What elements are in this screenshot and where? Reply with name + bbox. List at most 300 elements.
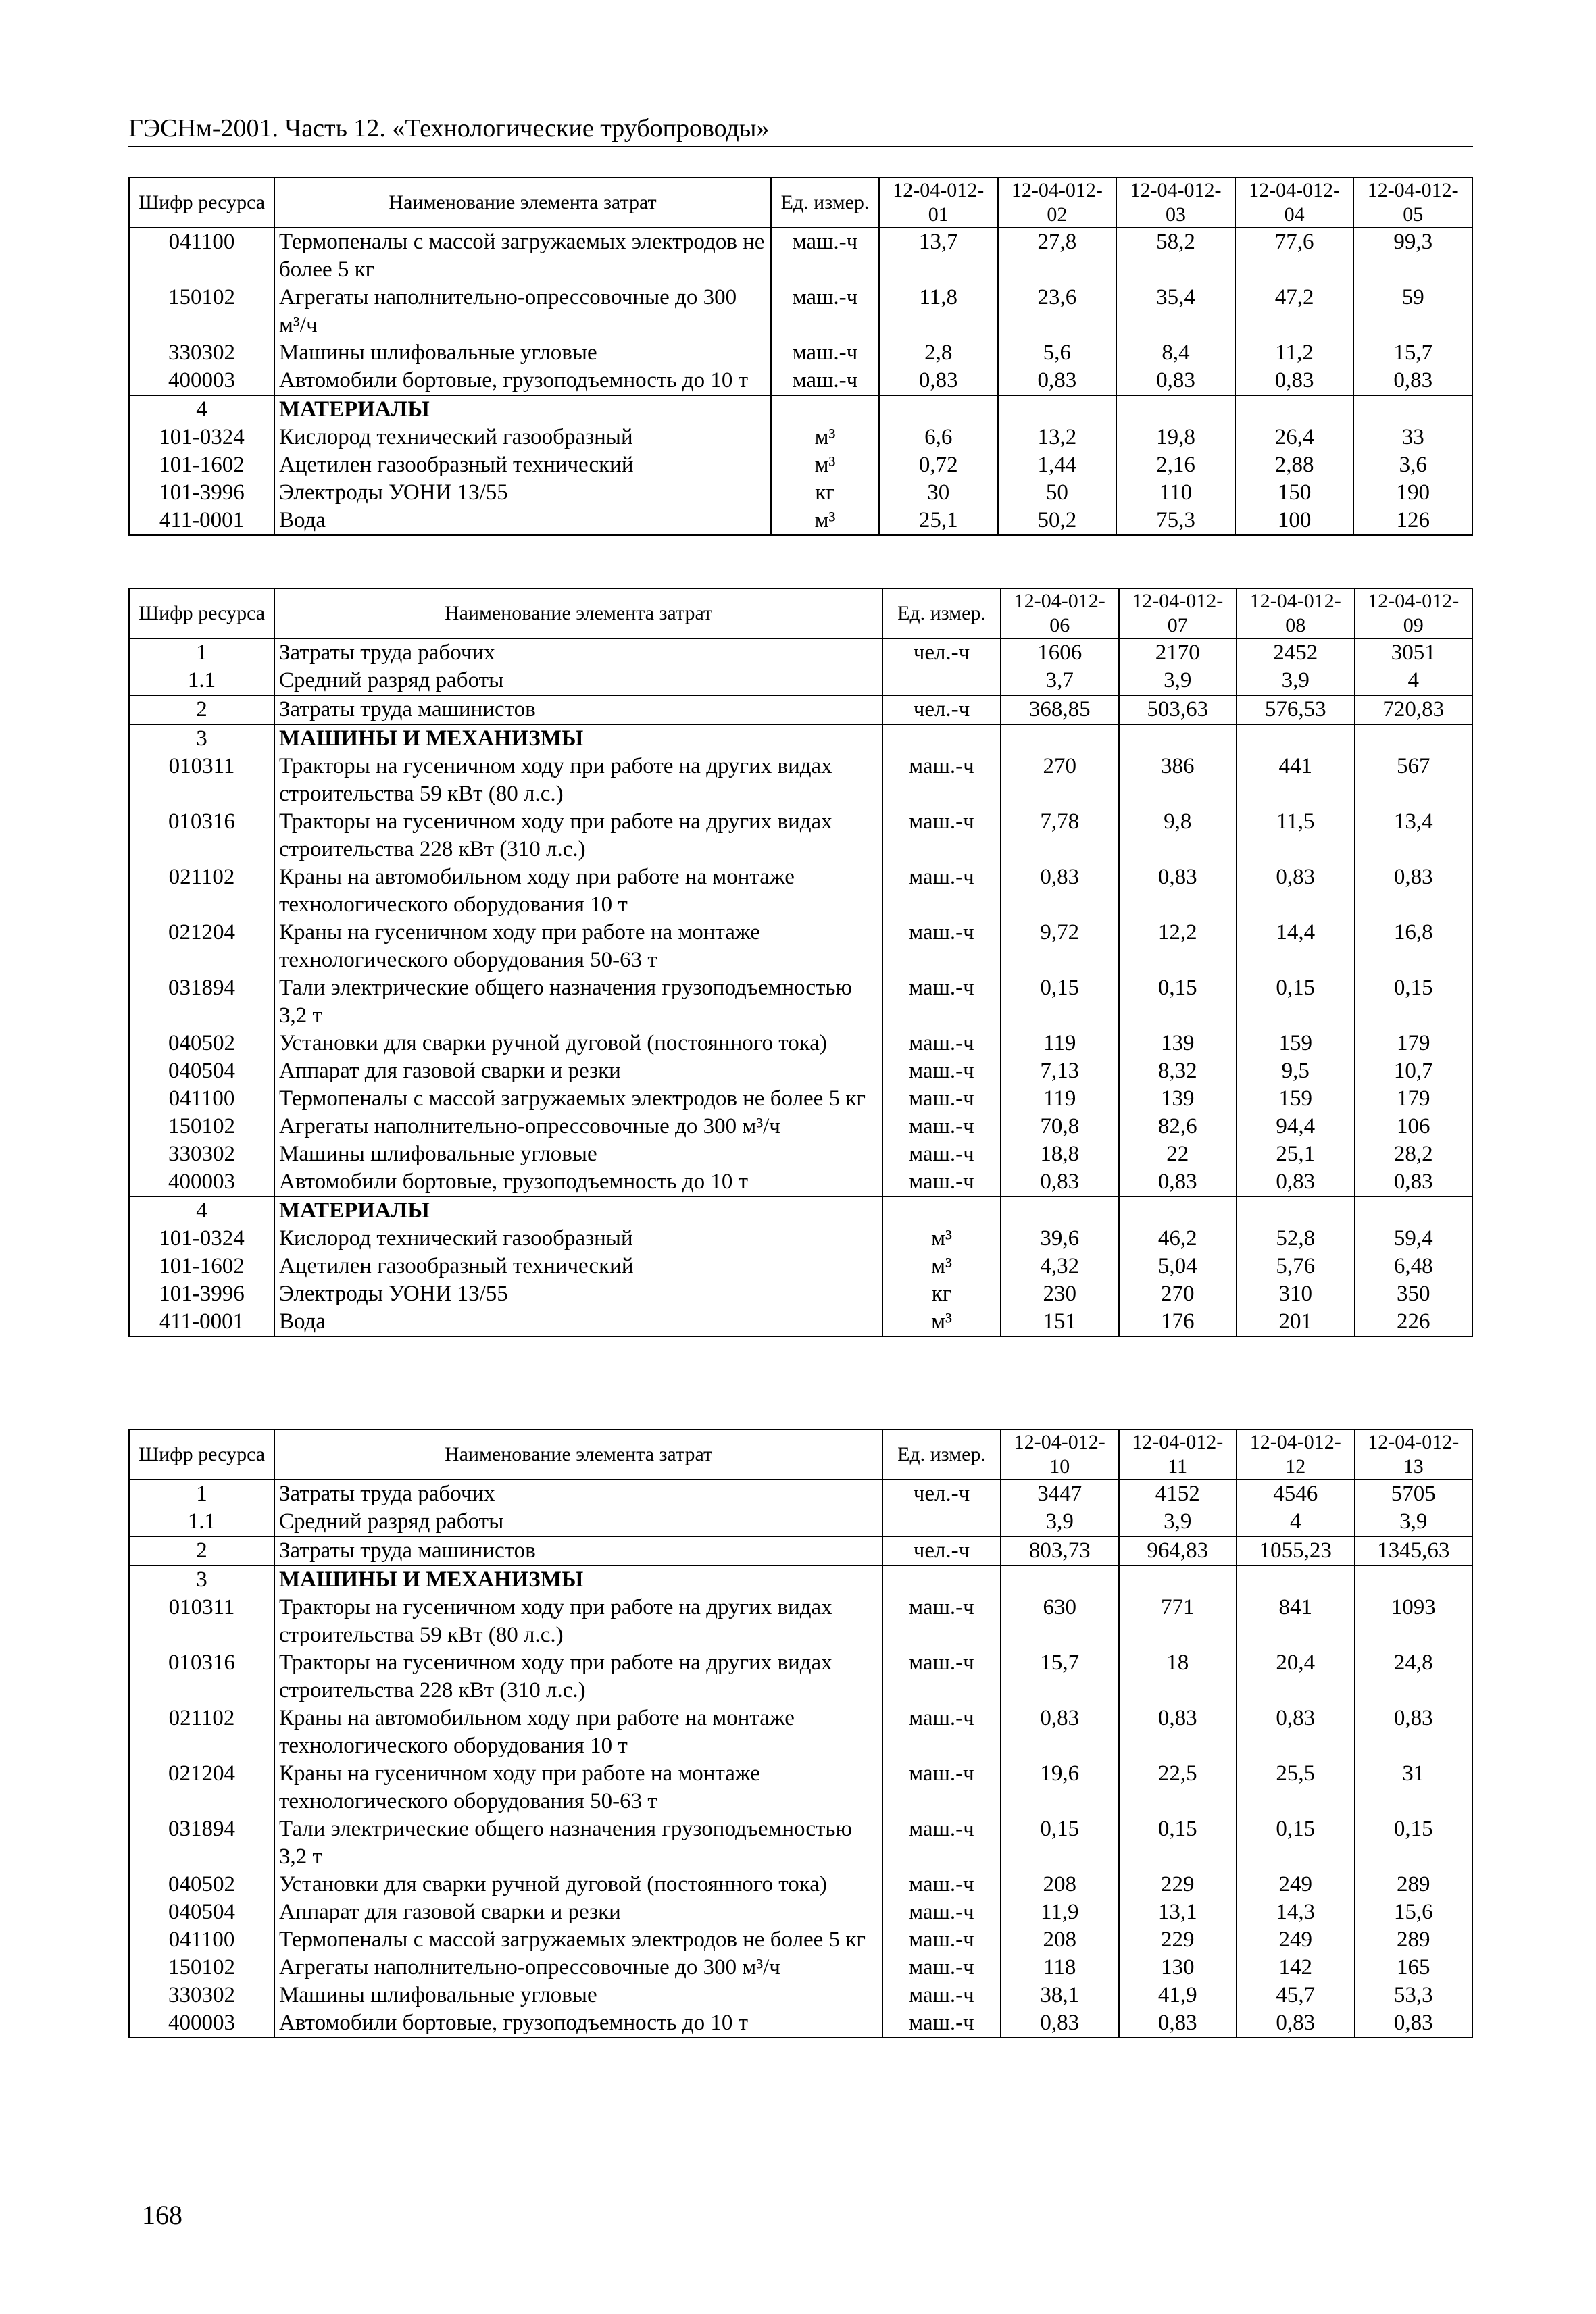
resource-code: 1: [129, 638, 274, 667]
resource-name: Краны на автомобильном ходу при работе на монтаже технологического оборудования 10 т: [274, 1705, 882, 1760]
resource-name: Кислород технический газообразный: [274, 1225, 882, 1253]
resource-value: 1606: [1001, 638, 1119, 667]
resource-unit: кг: [771, 479, 879, 507]
resource-value: 159: [1237, 1085, 1355, 1113]
table-row: [129, 479, 1472, 507]
resource-value: 11,2: [1235, 339, 1354, 367]
resource-name: Аппарат для газовой сварки и резки: [274, 1057, 882, 1085]
resource-name: Ацетилен газообразный технический: [274, 1253, 882, 1280]
resource-value: 14,3: [1237, 1898, 1355, 1926]
resource-value: 0,15: [1355, 974, 1473, 1030]
header-norm-code: 12-04-012-09: [1355, 588, 1473, 638]
resource-value: 0,83: [1001, 2009, 1119, 2038]
resource-value: 0,15: [1119, 974, 1237, 1030]
resource-value: 75,3: [1116, 507, 1235, 535]
resource-unit: маш.-ч: [771, 339, 879, 367]
resource-value: 3051: [1355, 638, 1473, 667]
header-norm-code: 12-04-012-05: [1353, 178, 1472, 228]
resource-value: 6,48: [1355, 1253, 1473, 1280]
resource-value: 25,1: [879, 507, 998, 535]
resource-value: 0,83: [1235, 367, 1354, 395]
resource-value: 82,6: [1119, 1113, 1237, 1140]
resource-name: Затраты труда машинистов: [274, 695, 882, 724]
resource-code: 1.1: [129, 667, 274, 695]
resource-code: 021204: [129, 919, 274, 974]
resource-unit: маш.-ч: [882, 1982, 1001, 2009]
resource-value: 1055,23: [1237, 1536, 1355, 1565]
resource-value: 3,9: [1119, 667, 1237, 695]
resource-value: [1237, 1565, 1355, 1594]
resource-unit: маш.-ч: [882, 974, 1001, 1030]
header-norm-code: 12-04-012-11: [1119, 1430, 1237, 1480]
resource-code: 330302: [129, 339, 274, 367]
resource-value: 53,3: [1355, 1982, 1473, 2009]
resource-unit: [882, 1508, 1001, 1536]
table-row: [129, 367, 1472, 395]
resource-value: 28,2: [1355, 1140, 1473, 1168]
resource-value: 4: [1355, 667, 1473, 695]
header-code: Шифр ресурса: [129, 588, 274, 638]
table-row: [129, 395, 1472, 424]
resource-value: 771: [1119, 1594, 1237, 1649]
resource-value: 270: [1001, 753, 1119, 808]
resource-code: 101-1602: [129, 1253, 274, 1280]
resource-value: 23,6: [998, 284, 1117, 339]
header-norm-code: 12-04-012-01: [879, 178, 998, 228]
resource-value: 208: [1001, 1871, 1119, 1898]
resource-value: 841: [1237, 1594, 1355, 1649]
resource-code: 330302: [129, 1982, 274, 2009]
resource-value: 249: [1237, 1871, 1355, 1898]
resource-value: 11,8: [879, 284, 998, 339]
resource-value: 3,9: [1119, 1508, 1237, 1536]
resource-code: 101-0324: [129, 424, 274, 451]
resource-value: 20,4: [1237, 1649, 1355, 1705]
resource-value: 16,8: [1355, 919, 1473, 974]
resource-code: 040504: [129, 1898, 274, 1926]
table-row: [129, 1565, 1472, 1594]
resource-value: 27,8: [998, 228, 1117, 284]
resource-table-2: [128, 588, 1473, 1337]
resource-value: 270: [1119, 1280, 1237, 1308]
resource-unit: маш.-ч: [882, 1705, 1001, 1760]
resource-name: Термопеналы с массой загружаемых электродов не более 5 кг: [274, 1926, 882, 1954]
resource-name: Машины шлифовальные угловые: [274, 1982, 882, 2009]
resource-unit: м³: [771, 507, 879, 535]
resource-value: 229: [1119, 1926, 1237, 1954]
table-row: [129, 1871, 1472, 1898]
resource-value: 11,9: [1001, 1898, 1119, 1926]
resource-code: 101-1602: [129, 451, 274, 479]
header-norm-code: 12-04-012-02: [998, 178, 1117, 228]
resource-value: 630: [1001, 1594, 1119, 1649]
resource-value: 13,2: [998, 424, 1117, 451]
resource-value: 118: [1001, 1954, 1119, 1982]
resource-name: Краны на гусеничном ходу при работе на монтаже технологического оборудования 50-63 т: [274, 1760, 882, 1815]
resource-value: [1237, 1197, 1355, 1225]
resource-code: 150102: [129, 284, 274, 339]
resource-value: 10,7: [1355, 1057, 1473, 1085]
resource-value: 30: [879, 479, 998, 507]
resource-value: 289: [1355, 1926, 1473, 1954]
resource-code: 150102: [129, 1954, 274, 1982]
table-row: [129, 1480, 1472, 1508]
resource-value: 119: [1001, 1085, 1119, 1113]
resource-code: 101-3996: [129, 1280, 274, 1308]
resource-value: 208: [1001, 1926, 1119, 1954]
resource-value: 12,2: [1119, 919, 1237, 974]
resource-value: 18,8: [1001, 1140, 1119, 1168]
resource-value: 33: [1353, 424, 1472, 451]
resource-value: 15,7: [1001, 1649, 1119, 1705]
resource-code: 101-3996: [129, 479, 274, 507]
resource-value: 229: [1119, 1871, 1237, 1898]
table-row: [129, 1954, 1472, 1982]
resource-value: 41,9: [1119, 1982, 1237, 2009]
resource-value: 0,83: [998, 367, 1117, 395]
resource-code: 400003: [129, 1168, 274, 1197]
table-row: [129, 1253, 1472, 1280]
resource-unit: чел.-ч: [882, 1536, 1001, 1565]
table-row: [129, 1057, 1472, 1085]
table-row: [129, 638, 1472, 667]
resource-value: 576,53: [1237, 695, 1355, 724]
header-norm-code: 12-04-012-03: [1116, 178, 1235, 228]
resource-value: [1353, 395, 1472, 424]
table-row: [129, 1594, 1472, 1649]
table-row: [129, 1308, 1472, 1336]
resource-value: 99,3: [1353, 228, 1472, 284]
resource-value: [1119, 724, 1237, 753]
resource-value: 4546: [1237, 1480, 1355, 1508]
resource-code: 2: [129, 695, 274, 724]
resource-code: 041100: [129, 1085, 274, 1113]
resource-value: [1116, 395, 1235, 424]
resource-value: 176: [1119, 1308, 1237, 1336]
resource-value: 0,83: [1116, 367, 1235, 395]
resource-value: 14,4: [1237, 919, 1355, 974]
header-norm-code: 12-04-012-04: [1235, 178, 1354, 228]
resource-value: 47,2: [1235, 284, 1354, 339]
resource-value: 190: [1353, 479, 1472, 507]
resource-code: 1.1: [129, 1508, 274, 1536]
resource-name: Автомобили бортовые, грузоподъемность до 10 т: [274, 2009, 882, 2038]
resource-unit: маш.-ч: [882, 1871, 1001, 1898]
resource-code: 031894: [129, 1815, 274, 1871]
resource-value: 77,6: [1235, 228, 1354, 284]
resource-value: 8,4: [1116, 339, 1235, 367]
resource-value: 25,5: [1237, 1760, 1355, 1815]
resource-value: 151: [1001, 1308, 1119, 1336]
resource-code: 041100: [129, 1926, 274, 1954]
resource-unit: [882, 724, 1001, 753]
table-row: [129, 1898, 1472, 1926]
resource-value: 310: [1237, 1280, 1355, 1308]
table-row: [129, 753, 1472, 808]
resource-name: Средний разряд работы: [274, 667, 882, 695]
resource-code: 330302: [129, 1140, 274, 1168]
resource-value: 142: [1237, 1954, 1355, 1982]
resource-unit: маш.-ч: [882, 1594, 1001, 1649]
resource-unit: чел.-ч: [882, 695, 1001, 724]
resource-value: [1001, 724, 1119, 753]
resource-name: Тали электрические общего назначения грузоподъемностью 3,2 т: [274, 974, 882, 1030]
header-norm-code: 12-04-012-08: [1237, 588, 1355, 638]
table-row: [129, 863, 1472, 919]
resource-value: 11,5: [1237, 808, 1355, 863]
header-code: Шифр ресурса: [129, 178, 274, 228]
resource-value: 201: [1237, 1308, 1355, 1336]
resource-value: 165: [1355, 1954, 1473, 1982]
resource-value: 0,83: [1119, 2009, 1237, 2038]
resource-value: 0,83: [1119, 1705, 1237, 1760]
resource-code: 040504: [129, 1057, 274, 1085]
table-row: [129, 424, 1472, 451]
resource-value: [1119, 1565, 1237, 1594]
table-row: [129, 1982, 1472, 2009]
resource-table-1: [128, 177, 1473, 536]
table-row: [129, 1030, 1472, 1057]
resource-value: 22: [1119, 1140, 1237, 1168]
resource-value: 567: [1355, 753, 1473, 808]
resource-code: 4: [129, 395, 274, 424]
resource-name: Затраты труда рабочих: [274, 1480, 882, 1508]
resource-value: 720,83: [1355, 695, 1473, 724]
resource-unit: м³: [771, 451, 879, 479]
resource-value: 0,83: [1237, 1705, 1355, 1760]
resource-value: 45,7: [1237, 1982, 1355, 2009]
resource-value: 106: [1355, 1113, 1473, 1140]
resource-value: [1355, 724, 1473, 753]
resource-value: 126: [1353, 507, 1472, 535]
resource-value: 13,4: [1355, 808, 1473, 863]
resource-code: 040502: [129, 1030, 274, 1057]
resource-name: МАТЕРИАЛЫ: [274, 395, 771, 424]
resource-unit: м³: [771, 424, 879, 451]
resource-value: 2170: [1119, 638, 1237, 667]
table-row: [129, 1140, 1472, 1168]
resource-unit: маш.-ч: [882, 919, 1001, 974]
resource-code: 400003: [129, 2009, 274, 2038]
resource-value: 18: [1119, 1649, 1237, 1705]
table-row: [129, 1649, 1472, 1705]
resource-unit: маш.-ч: [882, 1140, 1001, 1168]
resource-table-3: [128, 1429, 1473, 2038]
resource-value: [1237, 724, 1355, 753]
resource-value: 19,8: [1116, 424, 1235, 451]
table-row: [129, 724, 1472, 753]
resource-value: 7,13: [1001, 1057, 1119, 1085]
resource-unit: маш.-ч: [882, 1760, 1001, 1815]
resource-name: Агрегаты наполнительно-опрессовочные до 300 м³/ч: [274, 284, 771, 339]
resource-code: 040502: [129, 1871, 274, 1898]
resource-value: 5705: [1355, 1480, 1473, 1508]
resource-value: 59: [1353, 284, 1472, 339]
page-header: ГЭСНм-2001. Часть 12. «Технологические трубопроводы»: [128, 114, 1473, 147]
resource-value: 26,4: [1235, 424, 1354, 451]
resource-unit: маш.-ч: [882, 1898, 1001, 1926]
resource-value: 13,1: [1119, 1898, 1237, 1926]
resource-code: 010316: [129, 808, 274, 863]
resource-value: 50: [998, 479, 1117, 507]
resource-value: 0,83: [1355, 1705, 1473, 1760]
resource-value: 0,83: [1237, 863, 1355, 919]
resource-value: 70,8: [1001, 1113, 1119, 1140]
resource-name: Вода: [274, 507, 771, 535]
resource-code: 3: [129, 1565, 274, 1594]
resource-name: Установки для сварки ручной дуговой (постоянного тока): [274, 1871, 882, 1898]
resource-value: 3,7: [1001, 667, 1119, 695]
resource-code: 400003: [129, 367, 274, 395]
resource-name: Кислород технический газообразный: [274, 424, 771, 451]
resource-unit: маш.-ч: [882, 1168, 1001, 1197]
resource-value: 179: [1355, 1030, 1473, 1057]
resource-value: 7,78: [1001, 808, 1119, 863]
resource-value: 15,6: [1355, 1898, 1473, 1926]
resource-name: МАШИНЫ И МЕХАНИЗМЫ: [274, 1565, 882, 1594]
resource-value: 9,72: [1001, 919, 1119, 974]
resource-value: 4: [1237, 1508, 1355, 1536]
resource-name: Термопеналы с массой загружаемых электродов не более 5 кг: [274, 228, 771, 284]
resource-name: Машины шлифовальные угловые: [274, 1140, 882, 1168]
resource-value: 0,15: [1355, 1815, 1473, 1871]
resource-value: [879, 395, 998, 424]
resource-value: 50,2: [998, 507, 1117, 535]
resource-code: 010311: [129, 1594, 274, 1649]
resource-code: 411-0001: [129, 1308, 274, 1336]
header-unit: Ед. измер.: [882, 1430, 1001, 1480]
resource-value: 2452: [1237, 638, 1355, 667]
resource-value: 5,6: [998, 339, 1117, 367]
resource-name: Тракторы на гусеничном ходу при работе на других видах строительства 59 кВт (80 л.с.): [274, 1594, 882, 1649]
resource-code: 2: [129, 1536, 274, 1565]
resource-value: 24,8: [1355, 1649, 1473, 1705]
resource-name: Электроды УОНИ 13/55: [274, 1280, 882, 1308]
resource-value: 5,04: [1119, 1253, 1237, 1280]
resource-value: 289: [1355, 1871, 1473, 1898]
resource-value: 22,5: [1119, 1760, 1237, 1815]
resource-name: Автомобили бортовые, грузоподъемность до 10 т: [274, 1168, 882, 1197]
table-row: [129, 1197, 1472, 1225]
resource-value: [1235, 395, 1354, 424]
resource-unit: [771, 395, 879, 424]
table-row: [129, 1760, 1472, 1815]
resource-value: 38,1: [1001, 1982, 1119, 2009]
resource-name: Тали электрические общего назначения грузоподъемностью 3,2 т: [274, 1815, 882, 1871]
header-unit: Ед. измер.: [882, 588, 1001, 638]
resource-name: МАТЕРИАЛЫ: [274, 1197, 882, 1225]
header-norm-code: 12-04-012-06: [1001, 588, 1119, 638]
resource-value: 15,7: [1353, 339, 1472, 367]
resource-value: 0,83: [879, 367, 998, 395]
table-row: [129, 1815, 1472, 1871]
resource-value: 230: [1001, 1280, 1119, 1308]
resource-value: 803,73: [1001, 1536, 1119, 1565]
resource-unit: маш.-ч: [882, 1926, 1001, 1954]
resource-value: 13,7: [879, 228, 998, 284]
resource-value: 0,72: [879, 451, 998, 479]
header-norm-code: 12-04-012-10: [1001, 1430, 1119, 1480]
header-name: Наименование элемента затрат: [274, 178, 771, 228]
header-name: Наименование элемента затрат: [274, 1430, 882, 1480]
resource-value: 100: [1235, 507, 1354, 535]
resource-value: [998, 395, 1117, 424]
resource-value: 6,6: [879, 424, 998, 451]
header-unit: Ед. измер.: [771, 178, 879, 228]
resource-unit: маш.-ч: [882, 1030, 1001, 1057]
resource-value: 1345,63: [1355, 1536, 1473, 1565]
resource-code: 041100: [129, 228, 274, 284]
resource-value: 2,16: [1116, 451, 1235, 479]
resource-unit: маш.-ч: [771, 228, 879, 284]
resource-value: 964,83: [1119, 1536, 1237, 1565]
resource-unit: маш.-ч: [882, 1815, 1001, 1871]
resource-value: 0,83: [1355, 863, 1473, 919]
resource-unit: маш.-ч: [882, 753, 1001, 808]
table-row: [129, 1168, 1472, 1197]
resource-value: 368,85: [1001, 695, 1119, 724]
resource-value: 25,1: [1237, 1140, 1355, 1168]
resource-value: 249: [1237, 1926, 1355, 1954]
resource-value: 0,15: [1237, 1815, 1355, 1871]
resource-value: 39,6: [1001, 1225, 1119, 1253]
resource-name: Средний разряд работы: [274, 1508, 882, 1536]
resource-unit: чел.-ч: [882, 1480, 1001, 1508]
resource-code: 021204: [129, 1760, 274, 1815]
resource-unit: маш.-ч: [882, 808, 1001, 863]
resource-value: 0,15: [1001, 1815, 1119, 1871]
header-norm-code: 12-04-012-12: [1237, 1430, 1355, 1480]
table-row: [129, 2009, 1472, 2038]
resource-value: 0,83: [1237, 1168, 1355, 1197]
resource-unit: маш.-ч: [882, 1057, 1001, 1085]
resource-value: 8,32: [1119, 1057, 1237, 1085]
resource-value: 119: [1001, 1030, 1119, 1057]
table-row: [129, 1113, 1472, 1140]
resource-unit: м³: [882, 1225, 1001, 1253]
header-norm-code: 12-04-012-13: [1355, 1430, 1473, 1480]
resource-name: Агрегаты наполнительно-опрессовочные до 300 м³/ч: [274, 1113, 882, 1140]
resource-value: 4,32: [1001, 1253, 1119, 1280]
resource-unit: м³: [882, 1308, 1001, 1336]
resource-value: 9,5: [1237, 1057, 1355, 1085]
resource-value: 3447: [1001, 1480, 1119, 1508]
resource-name: Автомобили бортовые, грузоподъемность до 10 т: [274, 367, 771, 395]
resource-value: 0,83: [1001, 863, 1119, 919]
resource-name: Агрегаты наполнительно-опрессовочные до 300 м³/ч: [274, 1954, 882, 1982]
resource-value: [1355, 1565, 1473, 1594]
resource-value: 139: [1119, 1085, 1237, 1113]
table-row: [129, 284, 1472, 339]
resource-value: 110: [1116, 479, 1235, 507]
resource-value: 0,15: [1119, 1815, 1237, 1871]
table-row: [129, 974, 1472, 1030]
header-norm-code: 12-04-012-07: [1119, 588, 1237, 638]
resource-code: 021102: [129, 863, 274, 919]
resource-value: 1,44: [998, 451, 1117, 479]
header-code: Шифр ресурса: [129, 1430, 274, 1480]
resource-value: 0,15: [1001, 974, 1119, 1030]
resource-code: 101-0324: [129, 1225, 274, 1253]
resource-value: 3,9: [1237, 667, 1355, 695]
resource-code: 150102: [129, 1113, 274, 1140]
resource-value: 58,2: [1116, 228, 1235, 284]
resource-unit: [882, 1565, 1001, 1594]
resource-unit: маш.-ч: [882, 1954, 1001, 1982]
resource-code: 010311: [129, 753, 274, 808]
resource-unit: маш.-ч: [882, 1649, 1001, 1705]
resource-value: 441: [1237, 753, 1355, 808]
